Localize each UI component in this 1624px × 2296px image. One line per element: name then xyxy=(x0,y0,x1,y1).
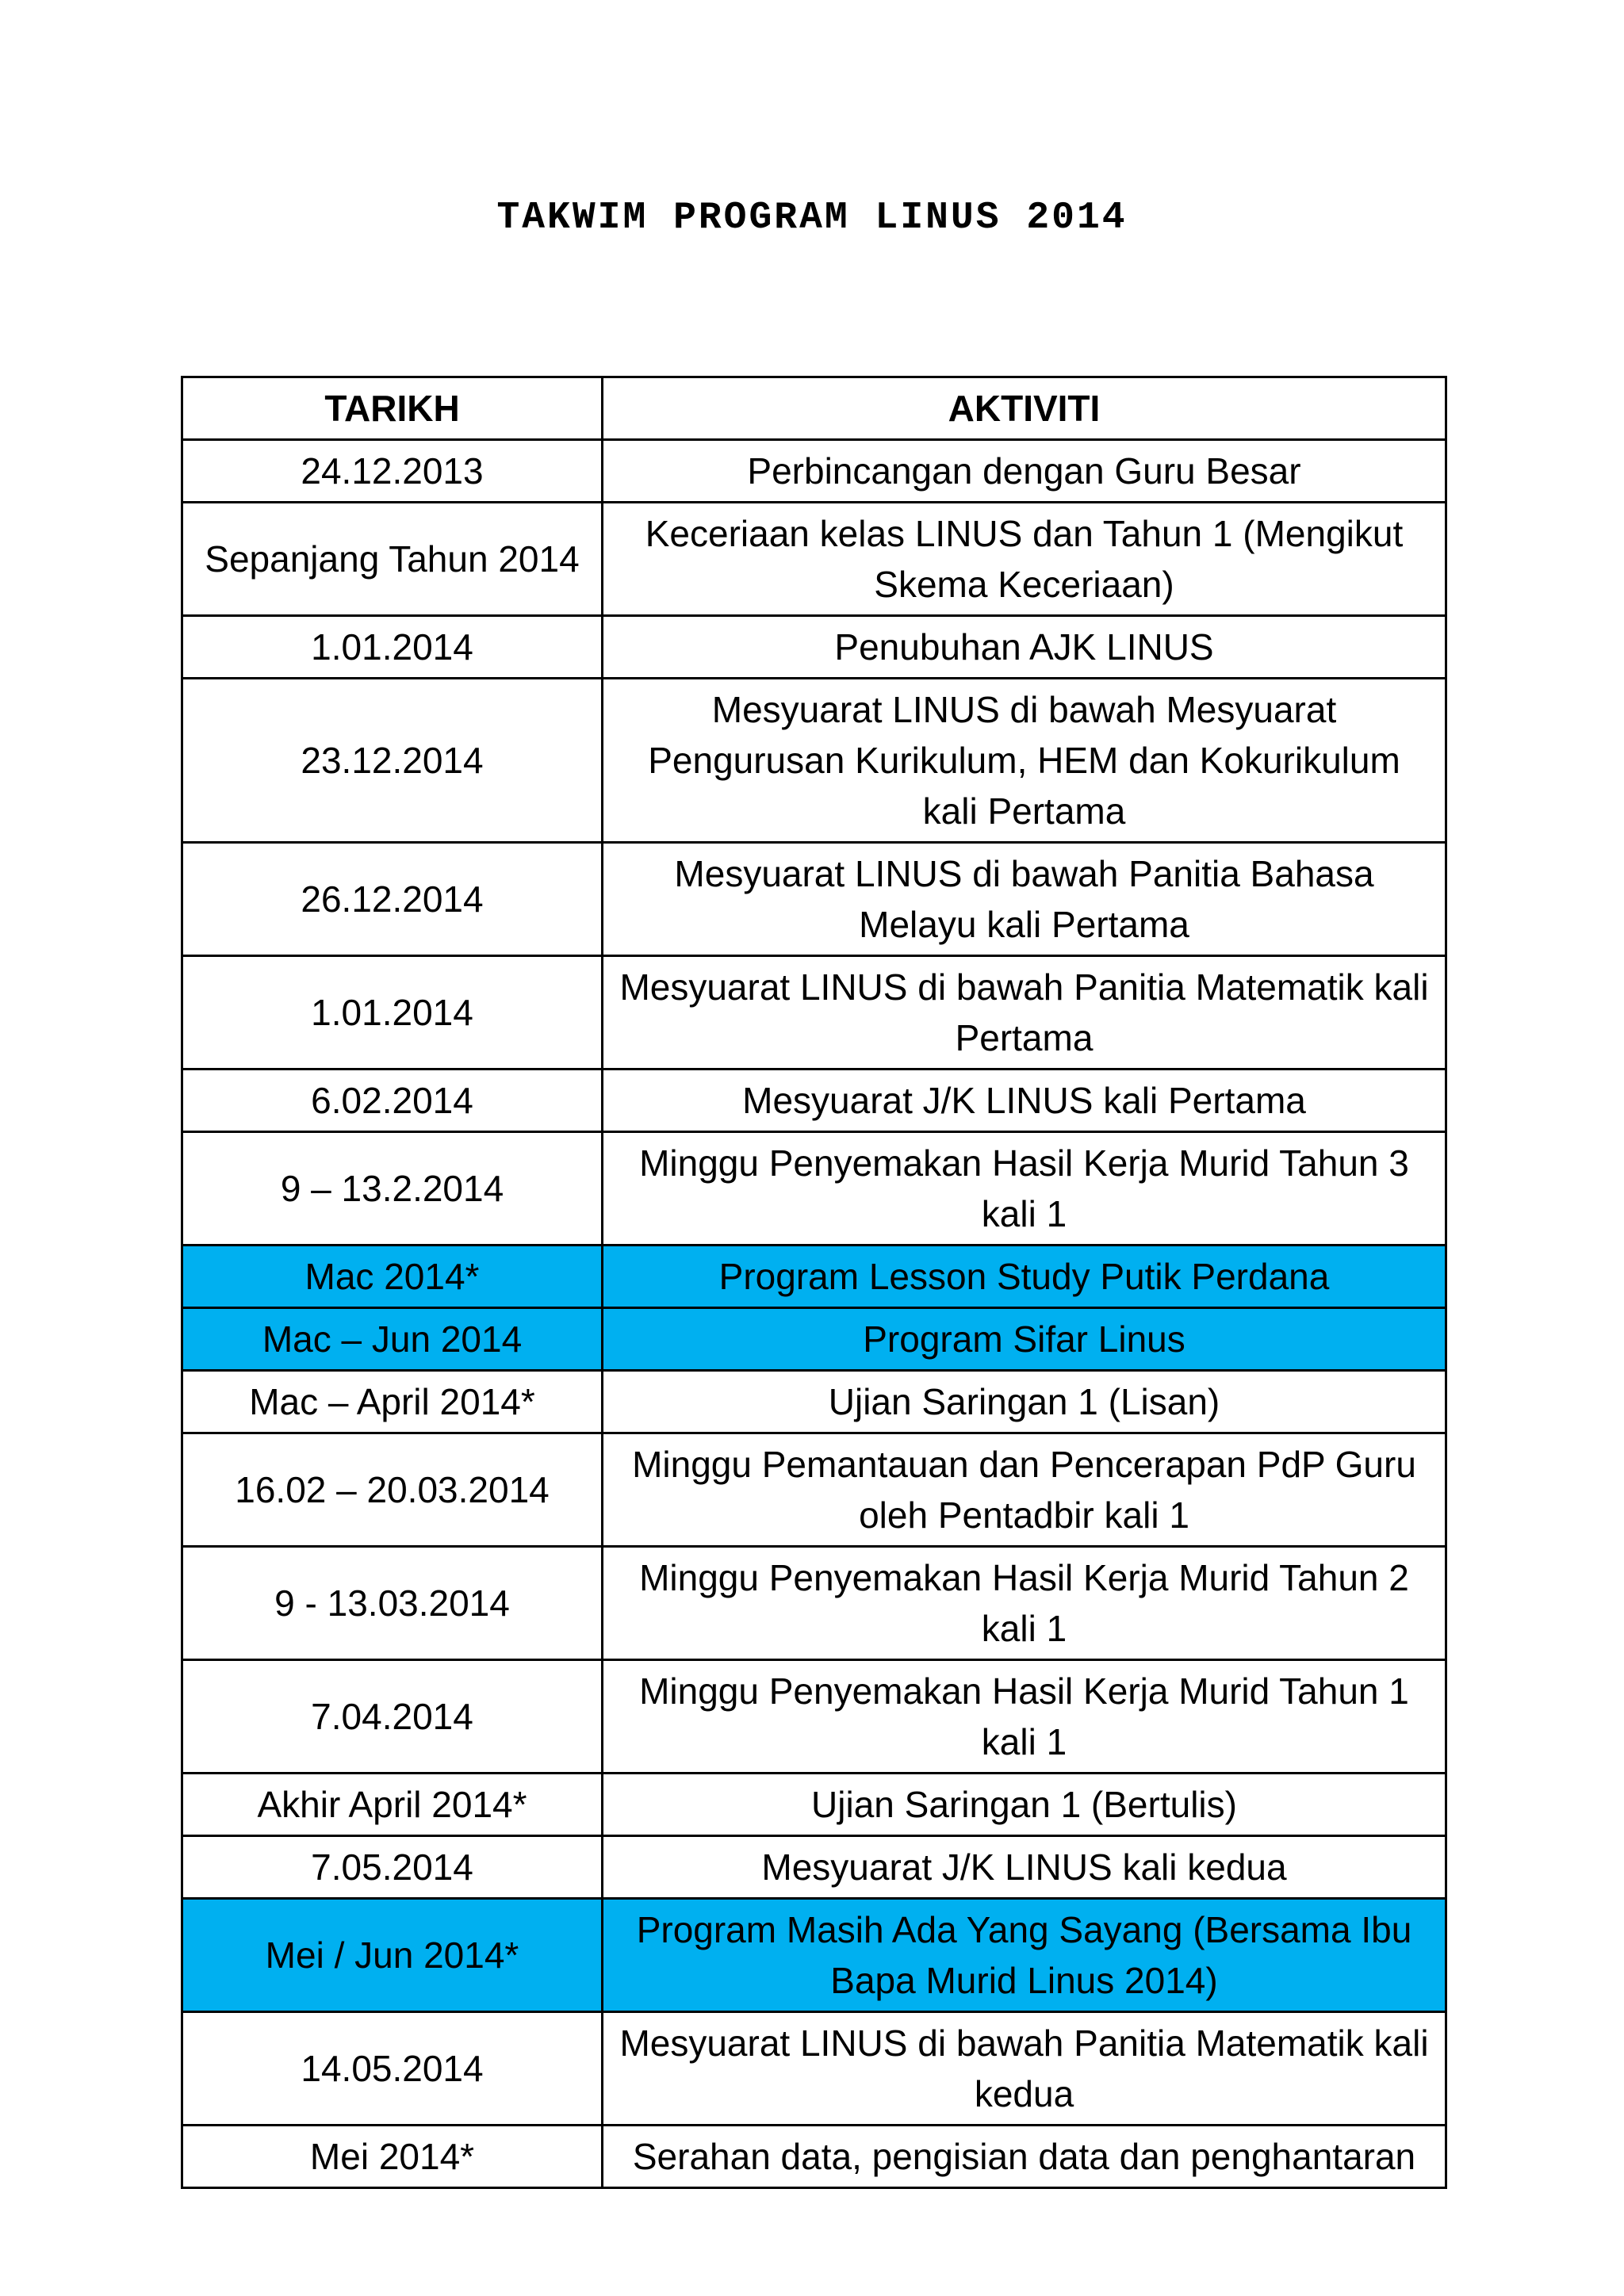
date-cell: 7.05.2014 xyxy=(182,1836,603,1899)
table-row xyxy=(182,2012,1446,2126)
activity-cell: Ujian Saringan 1 (Lisan) xyxy=(603,1371,1446,1433)
table-row xyxy=(182,1774,1446,1836)
page-title: TAKWIM PROGRAM LINUS 2014 xyxy=(496,197,1128,239)
activity-cell: Mesyuarat J/K LINUS kali kedua xyxy=(603,1836,1446,1899)
activity-cell: Mesyuarat LINUS di bawah Mesyuarat Pengurusan Kurikulum, HEM dan Kokurikulum kali Pertama xyxy=(603,679,1446,843)
table-row xyxy=(182,503,1446,616)
table-row xyxy=(182,440,1446,503)
date-cell: Mac – April 2014* xyxy=(182,1371,603,1433)
activity-cell: Minggu Penyemakan Hasil Kerja Murid Tahun 3 kali 1 xyxy=(603,1132,1446,1246)
table-header-row xyxy=(182,377,1446,440)
activity-cell: Perbincangan dengan Guru Besar xyxy=(603,440,1446,503)
activity-cell: Minggu Pemantauan dan Pencerapan PdP Guru oleh Pentadbir kali 1 xyxy=(603,1433,1446,1547)
date-cell: 6.02.2014 xyxy=(182,1070,603,1132)
date-cell: 7.04.2014 xyxy=(182,1660,603,1774)
table-row xyxy=(182,1836,1446,1899)
date-cell: Mei 2014* xyxy=(182,2126,603,2188)
date-cell: Mei / Jun 2014* xyxy=(182,1899,603,2012)
date-cell: 14.05.2014 xyxy=(182,2012,603,2126)
activity-cell: Mesyuarat LINUS di bawah Panitia Matematik kali kedua xyxy=(603,2012,1446,2126)
date-cell: Mac – Jun 2014 xyxy=(182,1308,603,1371)
date-cell: 9 - 13.03.2014 xyxy=(182,1547,603,1660)
date-cell: 26.12.2014 xyxy=(182,843,603,956)
date-cell: 1.01.2014 xyxy=(182,616,603,679)
table-row xyxy=(182,1433,1446,1547)
table-row xyxy=(182,2126,1446,2188)
table-row xyxy=(182,616,1446,679)
column-header-date: TARIKH xyxy=(182,377,603,440)
activity-cell: Mesyuarat LINUS di bawah Panitia Bahasa Melayu kali Pertama xyxy=(603,843,1446,956)
activity-cell: Serahan data, pengisian data dan penghantaran xyxy=(603,2126,1446,2188)
activity-cell: Keceriaan kelas LINUS dan Tahun 1 (Mengikut Skema Keceriaan) xyxy=(603,503,1446,616)
activity-cell: Program Masih Ada Yang Sayang (Bersama Ibu Bapa Murid Linus 2014) xyxy=(603,1899,1446,2012)
table-row-highlighted xyxy=(182,1899,1446,2012)
activity-cell: Penubuhan AJK LINUS xyxy=(603,616,1446,679)
activity-cell: Program Sifar Linus xyxy=(603,1308,1446,1371)
table-row xyxy=(182,1371,1446,1433)
date-cell: 1.01.2014 xyxy=(182,956,603,1070)
date-cell: 16.02 – 20.03.2014 xyxy=(182,1433,603,1547)
activity-cell: Minggu Penyemakan Hasil Kerja Murid Tahun 1 kali 1 xyxy=(603,1660,1446,1774)
table-row xyxy=(182,956,1446,1070)
table-row-highlighted xyxy=(182,1246,1446,1308)
table-row xyxy=(182,1070,1446,1132)
column-header-activity: AKTIVITI xyxy=(603,377,1446,440)
activity-cell: Mesyuarat J/K LINUS kali Pertama xyxy=(603,1070,1446,1132)
date-cell: Akhir April 2014* xyxy=(182,1774,603,1836)
activity-cell: Program Lesson Study Putik Perdana xyxy=(603,1246,1446,1308)
table-row xyxy=(182,1547,1446,1660)
schedule-table xyxy=(181,376,1447,2189)
date-cell: 9 – 13.2.2014 xyxy=(182,1132,603,1246)
table-row xyxy=(182,1132,1446,1246)
table-row xyxy=(182,679,1446,843)
date-cell: Sepanjang Tahun 2014 xyxy=(182,503,603,616)
activity-cell: Mesyuarat LINUS di bawah Panitia Matematik kali Pertama xyxy=(603,956,1446,1070)
table-row-highlighted xyxy=(182,1308,1446,1371)
activity-cell: Minggu Penyemakan Hasil Kerja Murid Tahun 2 kali 1 xyxy=(603,1547,1446,1660)
activity-cell: Ujian Saringan 1 (Bertulis) xyxy=(603,1774,1446,1836)
table-row xyxy=(182,1660,1446,1774)
table-row xyxy=(182,843,1446,956)
date-cell: 24.12.2013 xyxy=(182,440,603,503)
date-cell: 23.12.2014 xyxy=(182,679,603,843)
date-cell: Mac 2014* xyxy=(182,1246,603,1308)
